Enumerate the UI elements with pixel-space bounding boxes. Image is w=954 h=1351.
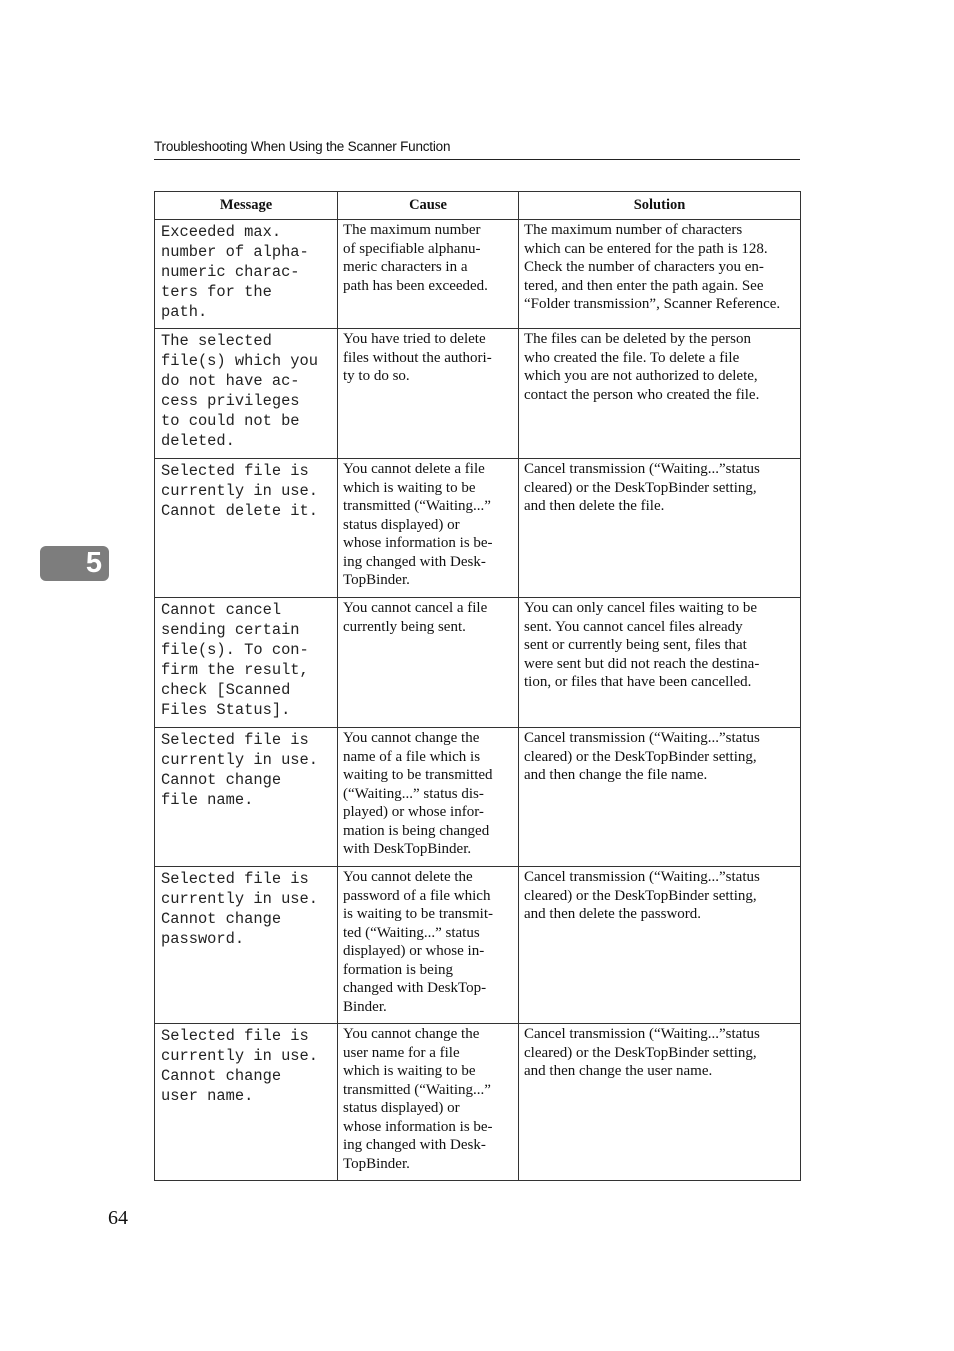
chapter-tab: 5 <box>40 546 109 581</box>
cause-text: You have tried to delete files without the authori- ty to do so. <box>343 331 492 384</box>
cause-text: You cannot change the name of a file which is waiting to be transmitted (“Waiting...” status dis- played) or whose infor- mation is being changed with DeskTopBinder. <box>343 730 493 857</box>
cause-text: You cannot delete a file which is waiting to be transmitted (“Waiting...” status displayed) or whose information is be- ing changed with Desk- TopBinder. <box>343 461 493 588</box>
solution-text: The maximum number of characters which can be entered for the path is 128. Check the number of characters you en- tered, and then enter the path again. See “Folder transmission”, Scanner Reference. <box>524 222 781 312</box>
solution-cell <box>519 329 801 459</box>
table-row <box>155 598 801 728</box>
message-text: Cannot cancel sending certain file(s). To con- firm the result, check [Scanned Files Status]. <box>161 601 309 719</box>
column-header-cause: Cause <box>338 192 519 220</box>
solution-cell <box>519 1024 801 1181</box>
table-row <box>155 220 801 329</box>
column-header-message: Message <box>155 192 338 220</box>
solution-cell <box>519 728 801 867</box>
table-row <box>155 867 801 1024</box>
message-cell <box>155 1024 338 1181</box>
cause-cell <box>338 728 519 867</box>
solution-text: Cancel transmission (“Waiting...”status cleared) or the DeskTopBinder setting, and then change the user name. <box>524 1026 760 1079</box>
table-row <box>155 459 801 598</box>
cause-cell <box>338 1024 519 1181</box>
cause-cell <box>338 220 519 329</box>
cause-cell <box>338 459 519 598</box>
solution-text: The files can be deleted by the person who created the file. To delete a file which you are not authorized to delete, contact the person who created the file. <box>524 331 760 403</box>
cause-cell <box>338 329 519 459</box>
running-header: Troubleshooting When Using the Scanner Function <box>154 139 451 154</box>
solution-cell <box>519 220 801 329</box>
table-row <box>155 728 801 867</box>
column-header-solution: Solution <box>519 192 801 220</box>
message-text: Selected file is currently in use. Cannot change file name. <box>161 731 319 809</box>
solution-text: Cancel transmission (“Waiting...”status cleared) or the DeskTopBinder setting, and then change the file name. <box>524 730 760 783</box>
solution-text: Cancel transmission (“Waiting...”status cleared) or the DeskTopBinder setting, and then delete the password. <box>524 869 760 922</box>
solution-text: Cancel transmission (“Waiting...”status cleared) or the DeskTopBinder setting, and then delete the file. <box>524 461 760 514</box>
cause-text: You cannot cancel a file currently being sent. <box>343 600 488 635</box>
message-cell <box>155 728 338 867</box>
message-cell <box>155 459 338 598</box>
cause-cell <box>338 598 519 728</box>
page-number: 64 <box>108 1207 128 1229</box>
solution-cell <box>519 867 801 1024</box>
table-header-row <box>155 192 801 220</box>
message-text: Selected file is currently in use. Cannot delete it. <box>161 462 319 520</box>
message-cell <box>155 867 338 1024</box>
message-cell <box>155 220 338 329</box>
solution-cell <box>519 459 801 598</box>
message-cell <box>155 598 338 728</box>
cause-text: The maximum number of specifiable alphanu- meric characters in a path has been exceeded. <box>343 222 488 294</box>
table-row <box>155 329 801 459</box>
message-cell <box>155 329 338 459</box>
messages-table <box>154 191 801 1181</box>
message-text: Selected file is currently in use. Cannot change password. <box>161 870 319 948</box>
message-text: Exceeded max. number of alpha- numeric charac- ters for the path. <box>161 223 309 321</box>
message-text: Selected file is currently in use. Cannot change user name. <box>161 1027 319 1105</box>
cause-text: You cannot delete the password of a file which is waiting to be transmit- ted (“Waiting...” status displayed) or whose in- formation is being changed with DeskTop- Binder. <box>343 869 493 1015</box>
solution-text: You can only cancel files waiting to be sent. You cannot cancel files already sent or currently being sent, files that were sent but did not reach the destina- tion, or files that have been cancelled. <box>524 600 760 690</box>
cause-cell <box>338 867 519 1024</box>
table-row <box>155 1024 801 1181</box>
header-rule <box>154 159 800 160</box>
message-text: The selected file(s) which you do not have ac- cess privileges to could not be deleted. <box>161 332 319 450</box>
solution-cell <box>519 598 801 728</box>
cause-text: You cannot change the user name for a file which is waiting to be transmitted (“Waiting...” status displayed) or whose information is be- ing changed with Desk- TopBinder. <box>343 1026 493 1172</box>
